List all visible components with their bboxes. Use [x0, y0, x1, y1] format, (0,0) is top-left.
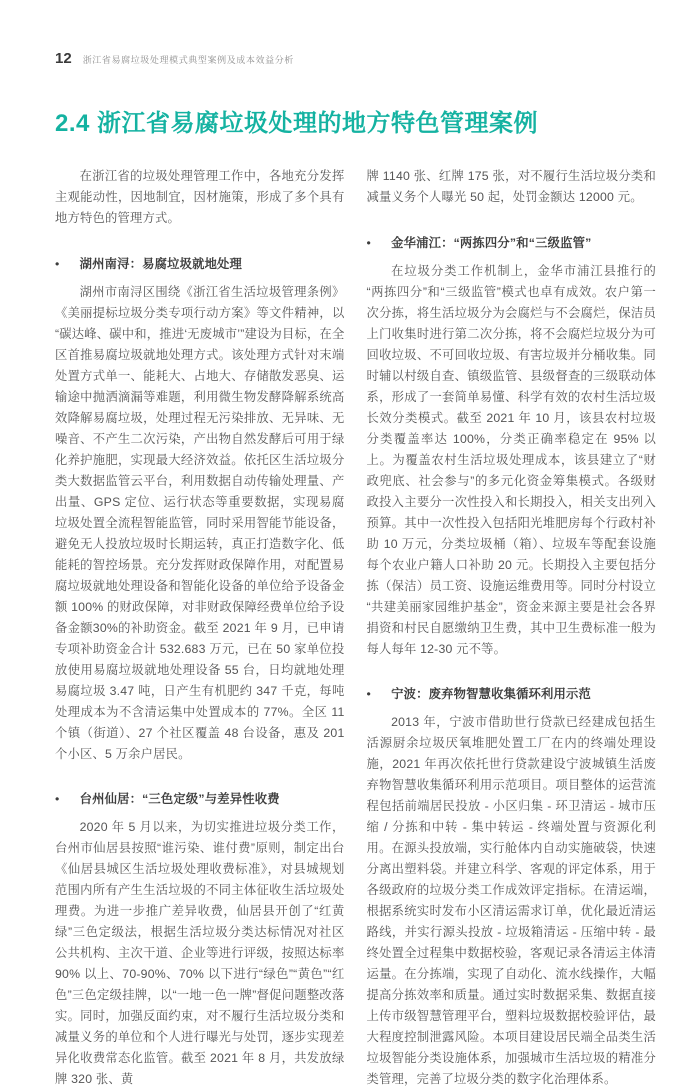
bullet-icon: • — [55, 792, 60, 806]
case-section-taizhou-xianju — [55, 789, 345, 1090]
case-heading-text: 宁波：废弃物智慧收集循环利用示范 — [391, 687, 592, 701]
case-section-jinhua-pujiang — [367, 233, 657, 660]
section-title: 2.4 浙江省易腐垃圾处理的地方特色管理案例 — [55, 110, 539, 137]
case-body-text: 湖州市南浔区围绕《浙江省生活垃圾管理条例》《美丽提标垃圾分类专项行动方案》等文件精神，以“碳达峰、碳中和，推进‘无废城市’”建设为目标，在全区首推易腐垃圾就地处理方式。该处理方式针对末端处置方式单一、能耗大、占地大、存储散发恶臭、运输途中抛洒滴漏等难题，利用微生物发酵降解系统高效降解易腐垃圾，处理过程无污染排放、无异味、无噪音、不产生二次污染，产出物自然发酵后可用于绿化养护施肥，实现最大经济效益。依托区生活垃圾分类大数据监管云平台，利用数据自动传输处理量、产出量、GPS 定位、运行状态等重要数据，实现易腐垃圾处置全流程智能监管，同时采用智能节能设备，避免无人投放垃圾时长期运转，真正打造数字化、低能耗的智控场景。充分发挥财政保障作用，对配置易腐垃圾就地处理设备和智能化设备的单位给予设备金额 100% 的财政保障，对非财政保障经费单位给予设备金额30%的补助资金。截至 2021 年 9 月，已申请专项补助资金合计 532.683 万元，已在 50 家单位投放使用易腐垃圾就地处理设备 55 台，日均就地处理易腐垃圾 3.47 吨，日产生有机肥约 347 千克，每吨处理成本为不含清运集中处置成本的 77%。全区 11 个镇（街道）、27 个社区覆盖 48 台设备，惠及 201 个小区、5 万余户居民。 — [55, 285, 345, 761]
case-heading-text: 金华浦江：“两拣四分”和“三级监管” — [391, 236, 592, 250]
case-heading-row — [55, 789, 345, 810]
two-column-layout — [55, 166, 656, 1090]
case-section-huzhou-nanxun — [55, 254, 345, 765]
case-heading-text: 湖州南浔：易腐垃圾就地处理 — [79, 257, 243, 271]
bullet-icon: • — [366, 236, 371, 250]
bullet-icon: • — [55, 257, 60, 271]
case-heading-text: 台州仙居：“三色定级”与差异性收费 — [79, 792, 280, 806]
running-title: 浙江省易腐垃圾处理模式典型案例及成本效益分析 — [82, 55, 294, 65]
bullet-icon: • — [366, 687, 371, 701]
continuation-paragraph: 牌 1140 张、红牌 175 张，对不履行生活垃圾分类和减量义务个人曝光 50 起，处罚金额达 12000 元。 — [366, 169, 656, 204]
case-heading-row — [367, 233, 657, 254]
case-body-text: 2020 年 5 月以来，为切实推进垃圾分类工作，台州市仙居县按照“谁污染、谁付费”原则，制定出台《仙居县城区生活垃圾处理收费标准》，对县城规划范围内所有产生生活垃圾的不同主体征收生活垃圾处理费。为进一步推广差异收费，仙居县开创了“红黄绿”三色定级法，根据生活垃圾分类达标情况对社区公共机构、主次干道、企业等进行评级，按照达标率 90% 以上、70-90%、70% 以下进行“绿色”“黄色”“红色”三色定级挂牌，以“一地一色一牌”督促问题整改落实。同时，加强反面约束，对不履行生活垃圾分类和减量义务的单位和个人进行曝光与处罚，逐步实现差异化收费常态化监管。截至 2021 年 8 月，共发放绿牌 320 张、黄 — [55, 820, 345, 1086]
page-header — [55, 50, 656, 67]
intro-paragraph: 在浙江省的垃圾处理管理工作中，各地充分发挥主观能动性，因地制宜，因材施策，形成了多个具有地方特色的管理方式。 — [55, 169, 345, 225]
case-section-ningbo — [367, 684, 657, 1090]
case-body-text: 在垃圾分类工作机制上，金华市浦江县推行的“两拣四分”和“三级监管”模式也卓有成效。农户第一次分拣，将生活垃圾分为会腐烂与不会腐烂，保洁员上门收集时进行第二次分拣，将不会腐烂垃圾分为可回收垃圾、不可回收垃圾、有害垃圾并分桶收集。同时辅以村级自查、镇级监管、县级督查的三级联动体系，形成了一套简单易懂、科学有效的农村生活垃圾长效分类模式。截至 2021 年 10 月，该县农村垃圾分类覆盖率达 100%，分类正确率稳定在 95% 以上。为覆盖农村生活垃圾处理成本，该县建立了“财政兜底、社会参与”的多元化资金筹集模式。各级财政投入主要分一次性投入和长期投入，相关支出列入预算。其中一次性投入包括阳光堆肥房每个行政村补助 10 万元，分类垃圾桶（箱）、垃圾车等配套设施每个农业户籍人口补助 20 元。长期投入主要包括分拣（保洁）员工资、设施运维费用等。同时分村设立“共建美丽家园维护基金”，资金来源主要是社会各界捐资和村民自愿缴纳卫生费，其中卫生费标准一般为每人每年 12-30 元不等。 — [366, 264, 656, 656]
left-column — [55, 166, 345, 1090]
case-heading-row — [55, 254, 345, 275]
right-column — [367, 166, 657, 1090]
page-number: 12 — [55, 50, 72, 67]
case-body-text: 2013 年，宁波市借助世行贷款已经建成包括生活源厨余垃圾厌氧堆肥处置工厂在内的终端处理设施，2021 年再次依托世行贷款建设宁波城镇生活废弃物智慧收集循环利用示范项目。项目整体的运营流程包括前端居民投放 - 小区归集 - 环卫清运 - 城市压缩 / 分拣和中转 - 集中转运 - 终端处置与资源化利用。在源头投放端，实行舱体内自动实施破袋，快速分离出塑料袋。并建立科学、客观的评定体系，用于各级政府的垃圾分类工作成效评定指标。在清运端，根据系统实时发布小区清运需求订单，优化最近清运路线，并实行源头投放 - 垃圾箱清运 - 压缩中转 - 最终处置全过程集中数据校验，客观记录各清运主体清运量。在分拣端，实现了自动化、流水线操作，大幅提高分拣效率和质量。通过实时数据采集、数据直接上传市级智慧管理平台，塑料垃圾数据校验评估，最大程度控制泄露风险。本项目建设居民端全品类生活垃圾智能分类设施体系，加强城市生活垃圾的精准分类管理，完善了垃圾分类的数字化治理体系。 — [366, 715, 656, 1086]
case-heading-row — [367, 684, 657, 705]
